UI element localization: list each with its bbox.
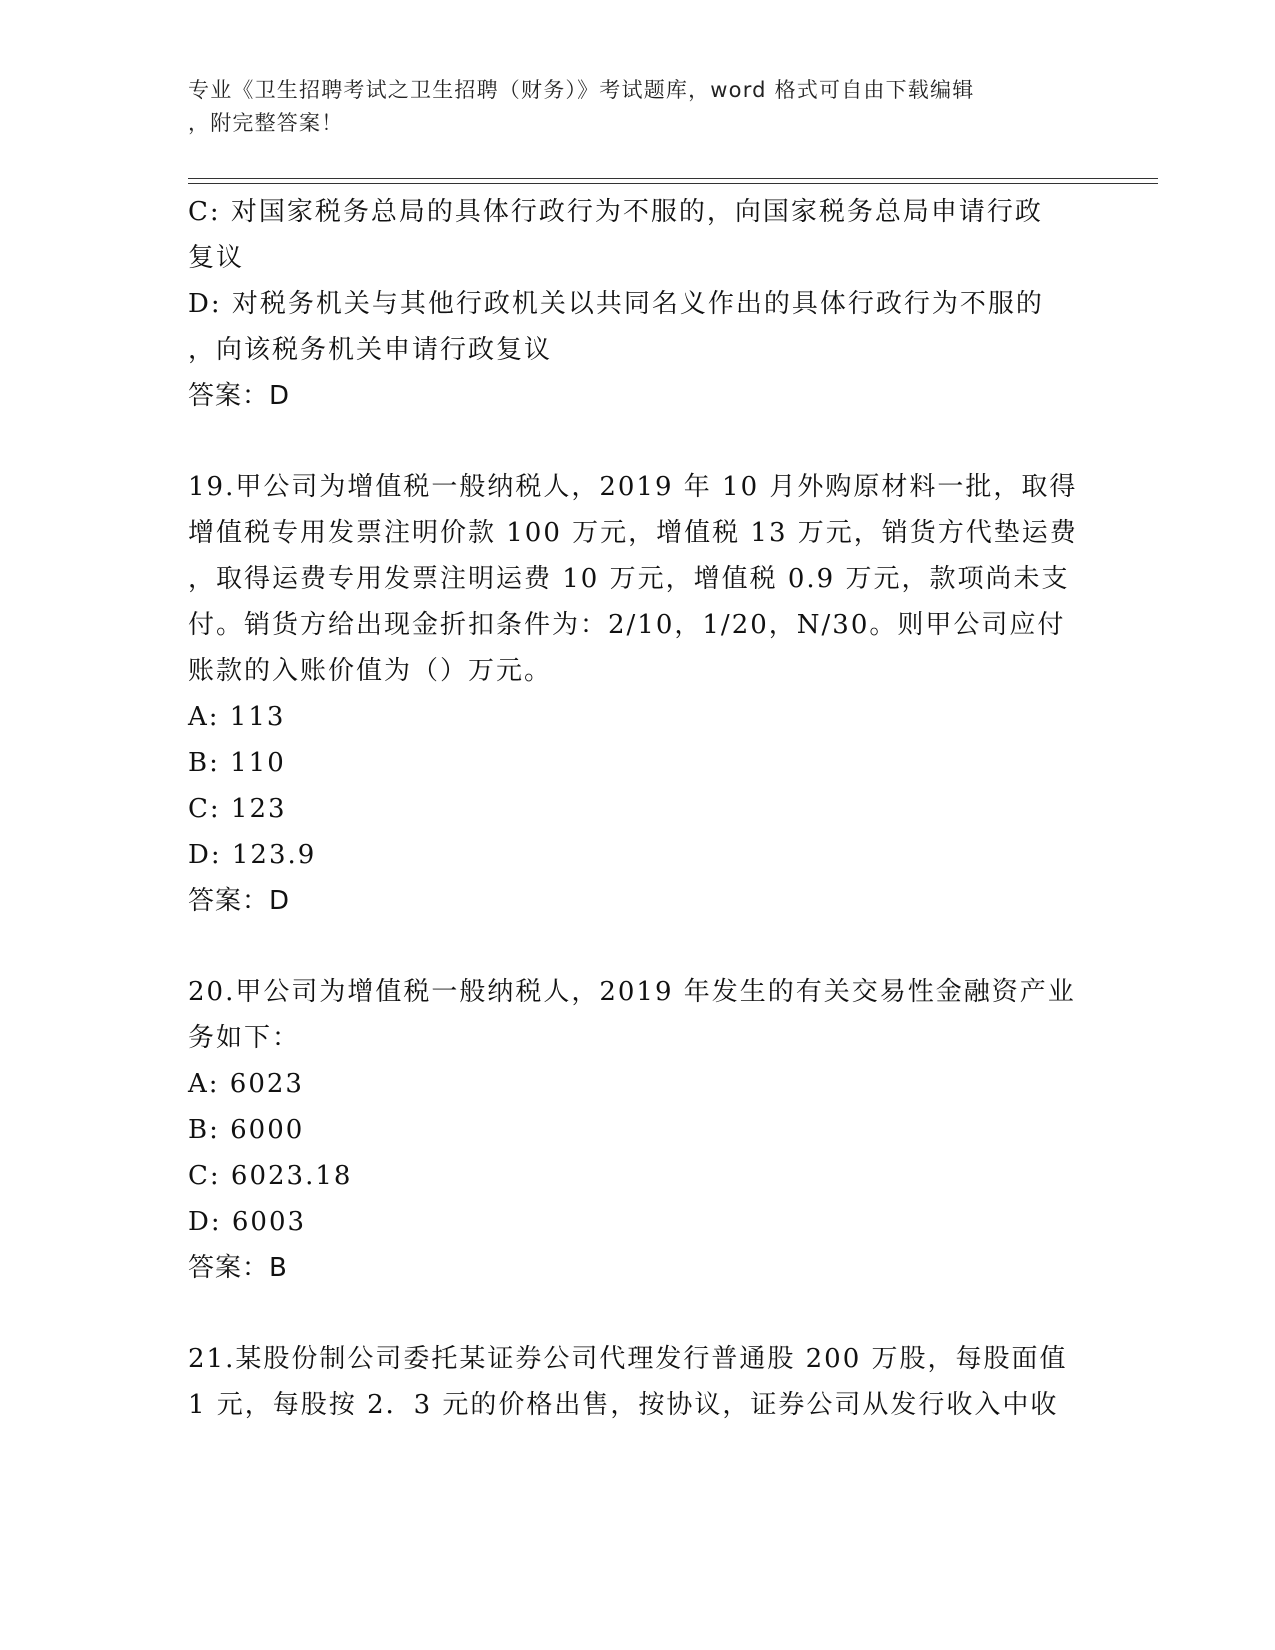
- header-line-2: ，附完整答案！: [188, 111, 344, 135]
- q19-option-b: B: 110: [188, 748, 286, 778]
- q18-option-c-line-1: C: 对国家税务总局的具体行政行为不服的，向国家税务总局申请行政: [188, 197, 1043, 227]
- question-content: [188, 189, 1088, 1428]
- q20-stem-line-1: 20.甲公司为增值税一般纳税人，2019 年发生的有关交易性金融资产业: [188, 977, 1076, 1007]
- q19-option-a: A: 113: [188, 702, 286, 732]
- q20-option-a: A: 6023: [188, 1069, 304, 1099]
- q18-answer: 答案：D: [188, 381, 291, 411]
- q20-stem-line-2: 务如下：: [188, 1023, 301, 1053]
- question-21: [188, 1336, 1088, 1428]
- q19-stem-line-3: ，取得运费专用发票注明运费 10 万元，增值税 0.9 万元，款项尚未支: [188, 564, 1070, 594]
- header-divider-bottom: [188, 183, 1158, 184]
- spacer: [188, 419, 1088, 464]
- header-line-1: 专业《卫生招聘考试之卫生招聘（财务）》考试题库，word 格式可自由下载编辑: [188, 78, 975, 102]
- q20-option-b: B: 6000: [188, 1115, 305, 1145]
- q18-option-d-line-1: D: 对税务机关与其他行政机关以共同名义作出的具体行政行为不服的: [188, 289, 1044, 319]
- page-header: [188, 74, 1088, 140]
- q19-option-d: D: 123.9: [188, 840, 317, 870]
- question-19: [188, 464, 1088, 924]
- spacer: [188, 1291, 1088, 1336]
- q19-stem-line-5: 账款的入账价值为（）万元。: [188, 656, 553, 686]
- q18-option-c-line-2: 复议: [188, 243, 245, 273]
- q20-option-c: C: 6023.18: [188, 1161, 353, 1191]
- q18-option-d-line-2: ，向该税务机关申请行政复议: [188, 335, 553, 365]
- q19-stem-line-4: 付。销货方给出现金折扣条件为：2/10，1/20，N/30。则甲公司应付: [188, 610, 1066, 640]
- q19-option-c: C: 123: [188, 794, 287, 824]
- q20-answer: 答案：B: [188, 1253, 288, 1283]
- header-divider-top: [188, 178, 1158, 179]
- q21-stem-line-2: 1 元，每股按 2．3 元的价格出售，按协议，证券公司从发行收入中收: [188, 1390, 1059, 1420]
- q21-stem-line-1: 21.某股份制公司委托某证券公司代理发行普通股 200 万股，每股面值: [188, 1344, 1068, 1374]
- q20-option-d: D: 6003: [188, 1207, 307, 1237]
- question-20: [188, 969, 1088, 1291]
- question-18-tail: [188, 189, 1088, 419]
- spacer: [188, 924, 1088, 969]
- q19-answer: 答案：D: [188, 886, 291, 916]
- q19-stem-line-2: 增值税专用发票注明价款 100 万元，增值税 13 万元，销货方代垫运费: [188, 518, 1078, 548]
- q19-stem-line-1: 19.甲公司为增值税一般纳税人，2019 年 10 月外购原材料一批，取得: [188, 472, 1078, 502]
